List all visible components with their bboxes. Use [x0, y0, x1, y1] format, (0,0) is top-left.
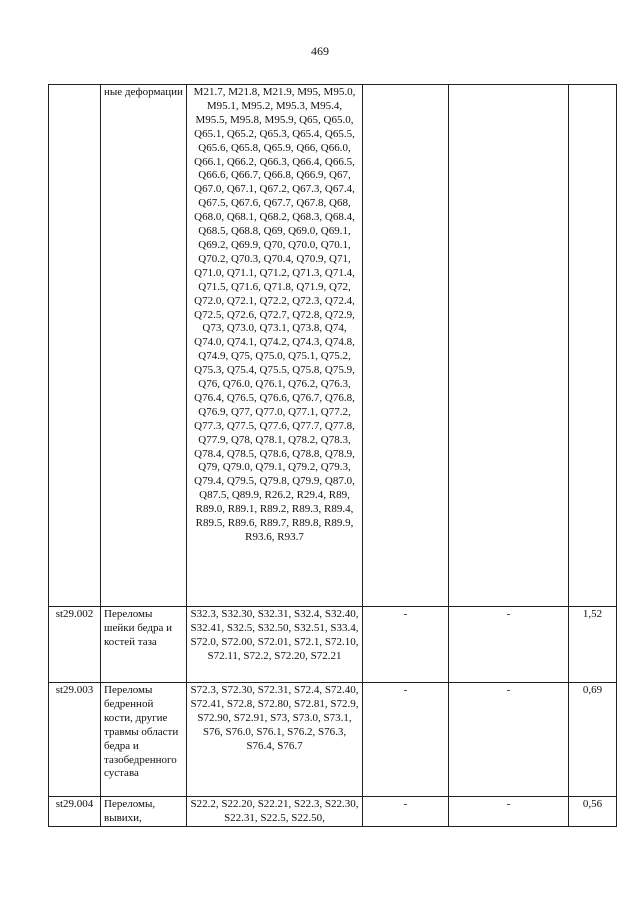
row-col4: - — [363, 797, 449, 827]
row-col5: - — [449, 797, 569, 827]
row-col5 — [449, 85, 569, 607]
row-col5: - — [449, 607, 569, 683]
row-col4 — [363, 85, 449, 607]
row-col4: - — [363, 683, 449, 797]
row-name: Переломы, вывихи, — [101, 797, 187, 827]
row-icd-codes: S32.3, S32.30, S32.31, S32.4, S32.40, S32.41, S32.5, S32.50, S32.51, S33.4, S72.0, S72.00, S72.01, S72.1, S72.10, S72.11, S72.2, S72.20, S72.21 — [187, 607, 363, 683]
row-code: st29.002 — [49, 607, 101, 683]
table-row — [49, 85, 617, 607]
tariff-table — [48, 84, 617, 827]
row-coefficient: 0,69 — [569, 683, 617, 797]
row-coefficient: 0,56 — [569, 797, 617, 827]
row-code: st29.004 — [49, 797, 101, 827]
row-icd-codes: M21.7, M21.8, M21.9, M95, M95.0, M95.1, M95.2, M95.3, M95.4, M95.5, M95.8, M95.9, Q65, Q65.0, Q65.1, Q65.2, Q65.3, Q65.4, Q65.5, Q65.6, Q65.8, Q65.9, Q66, Q66.0, Q66.1, Q66.2, Q66.3, Q66.4, Q66.5, Q66.6, Q66.7, Q66.8, Q66.9, Q67, Q67.0, Q67.1, Q67.2, Q67.3, Q67.4, Q67.5, Q67.6, Q67.7, Q67.8, Q68, Q68.0, Q68.1, Q68.2, Q68.3, Q68.4, Q68.5, Q68.8, Q69, Q69.0, Q69.1, Q69.2, Q69.9, Q70, Q70.0, Q70.1, Q70.2, Q70.3, Q70.4, Q70.9, Q71, Q71.0, Q71.1, Q71.2, Q71.3, Q71.4, Q71.5, Q71.6, Q71.8, Q71.9, Q72, Q72.0, Q72.1, Q72.2, Q72.3, Q72.4, Q72.5, Q72.6, Q72.7, Q72.8, Q72.9, Q73, Q73.0, Q73.1, Q73.8, Q74, Q74.0, Q74.1, Q74.2, Q74.3, Q74.8, Q74.9, Q75, Q75.0, Q75.1, Q75.2, Q75.3, Q75.4, Q75.5, Q75.8, Q75.9, Q76, Q76.0, Q76.1, Q76.2, Q76.3, Q76.4, Q76.5, Q76.6, Q76.7, Q76.8, Q76.9, Q77, Q77.0, Q77.1, Q77.2, Q77.3, Q77.5, Q77.6, Q77.7, Q77.8, Q77.9, Q78, Q78.1, Q78.2, Q78.3, Q78.4, Q78.5, Q78.6, Q78.8, Q78.9, Q79, Q79.0, Q79.1, Q79.2, Q79.3, Q79.4, Q79.5, Q79.8, Q79.9, Q87.0, Q87.5, Q89.9, R26.2, R29.4, R89, R89.0, R89.1, R89.2, R89.3, R89.4, R89.5, R89.6, R89.7, R89.8, R89.9, R93.6, R93.7 — [187, 85, 363, 607]
row-name: Переломы бедренной кости, другие травмы области бедра и тазобедренного сустава — [101, 683, 187, 797]
row-code: st29.003 — [49, 683, 101, 797]
row-col5: - — [449, 683, 569, 797]
row-code — [49, 85, 101, 607]
table-row — [49, 797, 617, 827]
row-name: ные деформации — [101, 85, 187, 607]
table-row — [49, 607, 617, 683]
row-icd-codes: S72.3, S72.30, S72.31, S72.4, S72.40, S72.41, S72.8, S72.80, S72.81, S72.9, S72.90, S72.91, S73, S73.0, S73.1, S76, S76.0, S76.1, S76.2, S76.3, S76.4, S76.7 — [187, 683, 363, 797]
row-coefficient — [569, 85, 617, 607]
row-name: Переломы шейки бедра и костей таза — [101, 607, 187, 683]
row-col4: - — [363, 607, 449, 683]
table-row — [49, 683, 617, 797]
row-icd-codes: S22.2, S22.20, S22.21, S22.3, S22.30, S22.31, S22.5, S22.50, — [187, 797, 363, 827]
page-number: 469 — [311, 44, 329, 58]
row-coefficient: 1,52 — [569, 607, 617, 683]
